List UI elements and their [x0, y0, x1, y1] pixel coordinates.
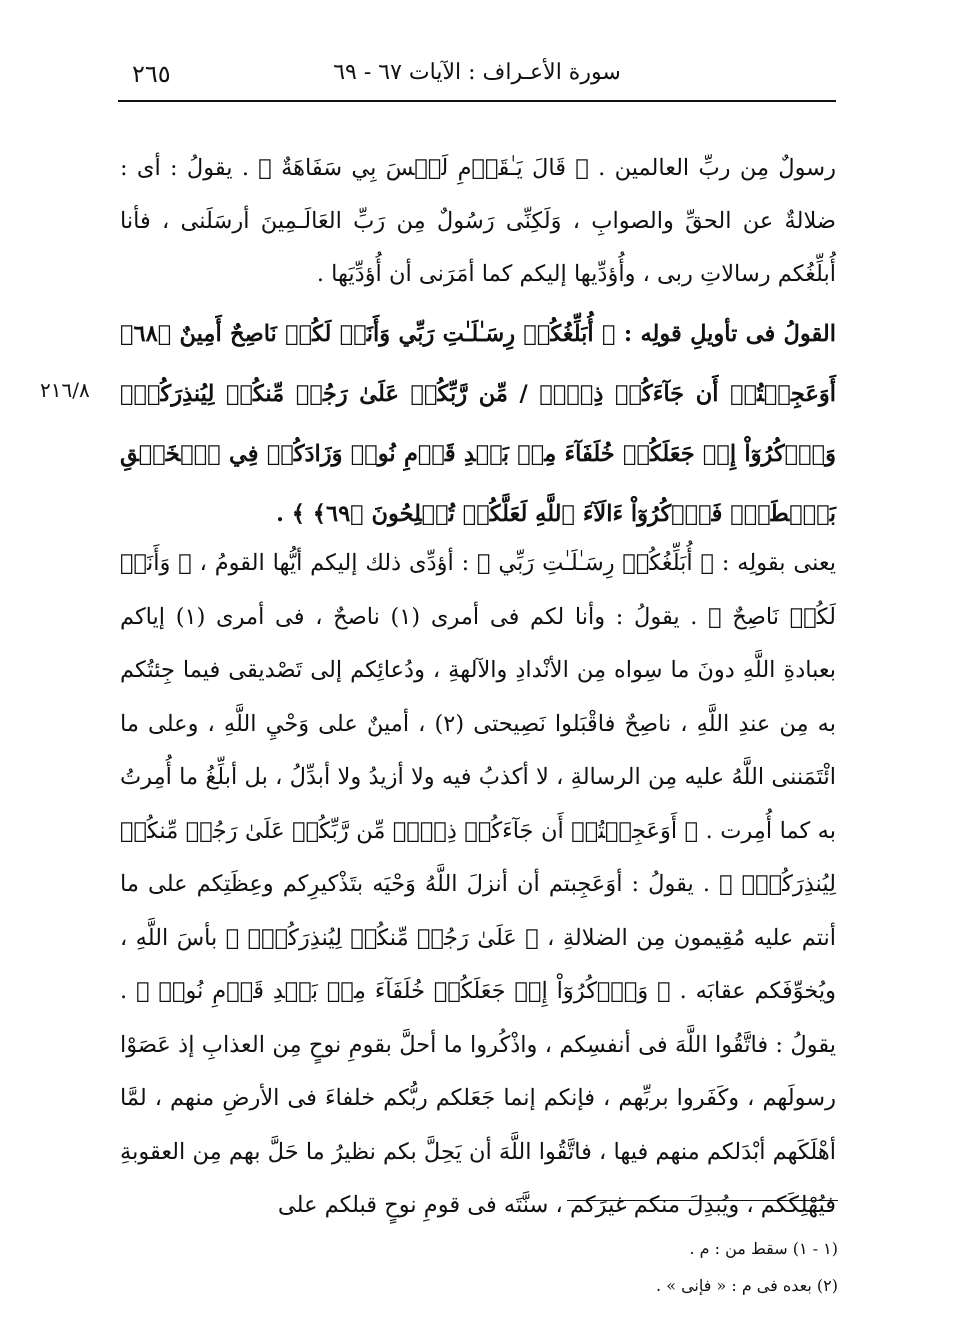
quran-verse: ﴿ أُبَلِّغُكُمۡ رِسَـٰلَـٰتِ رَبِّي وَأَنَا۠ لَكُمۡ نَاصِحٌ أَمِينٌ ﴿٦٨﴾ أَوَعَجِبۡتُمۡ أَن جَآءَكُمۡ ذِكۡرٞ / مِّن رَّبِّكُمۡ عَلَىٰ رَجُلٖ مِّنكُمۡ لِيُنذِرَكُمۡۚ وَٱذۡكُرُوٓاْ إِذۡ جَعَلَكُمۡ خُلَفَآءَ مِنۢ بَعۡدِ قَوۡمِ نُوحٖ وَزَادَكُمۡ فِي ٱلۡخَلۡقِ بَصۜۡطَةٗۖ فَٱذۡكُرُوٓاْ ءَالَآءَ ٱللَّهِ لَعَلَّكُمۡ تُفۡلِحُونَ ﴿٦٩﴾ ﴾ .: [120, 321, 836, 527]
margin-reference: ٢١٦/٨: [40, 378, 90, 402]
page-number: ٢٦٥: [132, 60, 171, 88]
footnote-1: (١ - ١) سقط من : م .: [689, 1239, 838, 1258]
paragraph-2-content: [120, 304, 836, 544]
paragraph-2: [120, 304, 836, 544]
paragraph-3: [120, 537, 836, 1233]
footnote-2: (٢) بعده فى م : « فإنى » .: [656, 1276, 838, 1295]
paragraph-1: [120, 142, 836, 301]
footnotes: [400, 1230, 838, 1304]
running-title: سورة الأعـراف : الآيات ٦٧ - ٦٩: [333, 60, 621, 85]
footnote-divider: [567, 1200, 838, 1201]
section-heading: القولُ فى تأويلِ قولِه :: [615, 321, 836, 347]
page-header: [118, 52, 836, 102]
paragraph-1-text: رسولٌ مِن ربِّ العالمين . ﴿ قَالَ يَـٰقَوۡمِ لَيۡسَ بِي سَفَاهَةٌ ﴾ . يقولُ : أى : ضلالةٌ عن الحقِّ والصوابِ ، وَلَكِنِّى رَسُولٌ مِن رَبِّ العَالَـمِينَ أرسَلَنى ، فأنا أُبلِّغُكم رسالاتِ ربى ، وأُؤدِّيها إليكم كما أمَرَنى أن أُؤدِّيَها .: [120, 155, 836, 287]
paragraph-3-text: يعنى بقولِه : ﴿ أُبَلِّغُكُمۡ رِسَـٰلَـٰتِ رَبِّي ﴾ : أؤدِّى ذلك إليكم أيُّها القومُ ، ﴿ وَأَنَا۠ لَكُمۡ نَاصِحٌ ﴾ . يقولُ : وأنا لكم فى أمرى (١) ناصحٌ ، فى أمرى (١) إياكم بعبادةِ اللَّهِ دونَ ما سِواه مِن الأنْدادِ والآلهةِ ، ودُعائِكم إلى تَصْديقى فيما جِئتُكم به مِن عندِ اللَّهِ ، ناصِحٌ فاقْبَلوا نَصِيحتى (٢) ، أمينٌ على وَحْيِ اللَّهِ ، وعلى ما ائْتَمَننى اللَّهُ عليه مِن الرسالةِ ، لا أكذبُ فيه ولا أزيدُ ولا أبدِّلُ ، بل أبلِّغُ ما أُمِرتُ به كما أُمِرت . ﴿ أَوَعَجِبۡتُمۡ أَن جَآءَكُمۡ ذِكۡرٞ مِّن رَّبِّكُمۡ عَلَىٰ رَجُلٖ مِّنكُمۡ لِيُنذِرَكُمۡۚ ﴾ . يقولُ : أوَعَجِبتم أن أنزلَ اللَّهُ وَحْيَه بتَذْكيرِكم وعِظَتِكم على ما أنتم عليه مُقِيمون مِن الضلالةِ ، ﴿ عَلَىٰ رَجُلٖ مِّنكُمۡ لِيُنذِرَكُمۡۚ ﴾ بأسَ اللَّهِ ، ويُخوِّفَكم عقابَه . ﴿ وَٱذۡكُرُوٓاْ إِذۡ جَعَلَكُمۡ خُلَفَآءَ مِنۢ بَعۡدِ قَوۡمِ نُوحٖ ﴾ . يقولُ : فاتَّقُوا اللَّهَ فى أنفسِكم ، واذْكُروا ما أحلَّ بقومِ نوحٍ مِن العذابِ إذ عَصَوْا رسولَهم ، وكَفَروا بربِّهم ، فإنكم إنما جَعَلكم ربُّكم خلفاءَ فى الأرضِ منهم ، لمَّا أهْلَكَهم أبْدَلكم منهم فيها ، فاتَّقُوا اللَّهَ أن يَحِلَّ بكم نظيرُ ما حَلَّ بهم مِن العقوبةِ فيُهْلِكَكم ، ويُبدِلَ منكم غيرَكم ، سنَّتَه فى قومِ نوحٍ قبلكم على: [120, 550, 836, 1218]
